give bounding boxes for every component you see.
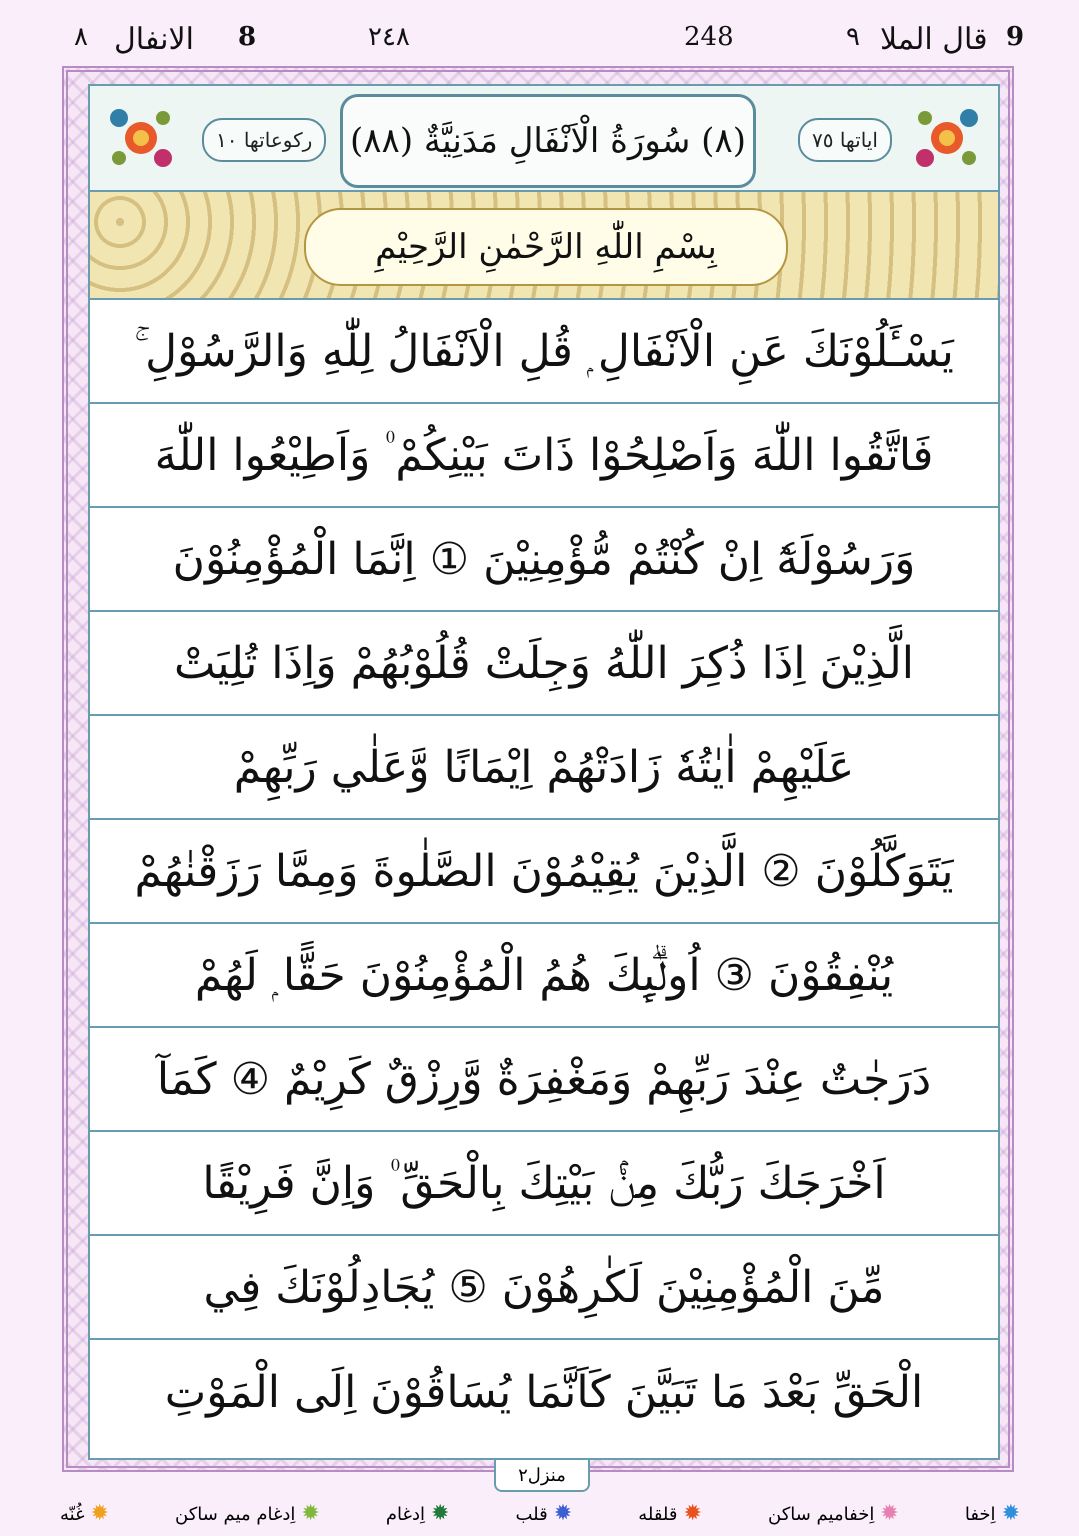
ayat-count: ایاتھا ٧٥	[798, 118, 892, 162]
surah-header	[90, 86, 998, 192]
star-icon: ✹	[683, 1501, 702, 1526]
surah-title: (٨) سُورَةُ الْاَنْفَالِ مَدَنِيَّةٌ (٨٨)	[340, 94, 756, 188]
juz-number-en: 9	[1006, 22, 1025, 52]
page-content	[88, 84, 1000, 1460]
page-number: 248	[684, 22, 734, 52]
verse-line-8: دَرَجٰتٌ عِنْدَ رَبِّهِمْ وَمَغْفِرَةٌ وَّرِزْقٌ كَرِيْمٌ ④ كَمَآ	[90, 1028, 998, 1132]
star-icon: ✹	[553, 1501, 573, 1526]
ruku-count: رکوعاتھا ١٠	[202, 118, 326, 162]
legend-label: اِخفامیم ساکن	[768, 1503, 875, 1525]
star-icon: ✹	[880, 1501, 899, 1526]
bismillah: بِسْمِ اللّٰهِ الرَّحْمٰنِ الرَّحِيْمِ	[304, 208, 788, 286]
verse-line-3: وَرَسُوْلَهٗٓ اِنْ كُنْتُمْ مُّؤْمِنِيْنَ ① اِنَّمَا الْمُؤْمِنُوْنَ	[90, 508, 998, 612]
surah-name: الانفال	[114, 22, 194, 57]
verse-line-2: فَاتَّقُوا اللّٰهَ وَاَصْلِحُوْا ذَاتَ بَيْنِكُمْ ۠ وَاَطِيْعُوا اللّٰهَ	[90, 404, 998, 508]
juz-number-right: ٩	[846, 22, 860, 52]
tajweed-legend	[60, 1498, 1020, 1530]
verse-line-1: يَسْـَٔلُوْنَكَ عَنِ الْاَنْفَالِ ۭ قُلِ الْاَنْفَالُ لِلّٰهِ وَالرَّسُوْلِ ۚ	[90, 300, 998, 404]
star-icon: ✹	[301, 1501, 320, 1526]
verse-line-6: يَتَوَكَّلُوْنَ ② الَّذِيْنَ يُقِيْمُوْنَ الصَّلٰوةَ وَمِمَّا رَزَقْنٰهُمْ	[90, 820, 998, 924]
manzil-label: منزل٢	[494, 1460, 590, 1492]
legend-label: اِدغام	[385, 1503, 425, 1525]
top-bar	[0, 22, 1079, 62]
legend-label: قلقله	[638, 1503, 678, 1525]
star-icon: ✹	[1001, 1501, 1020, 1526]
juz-number-left: ٨	[74, 22, 88, 52]
legend-label: اِدغام میم ساکن	[175, 1503, 296, 1525]
legend-label: اِخفا	[964, 1503, 996, 1525]
surah-number: 8	[238, 22, 257, 52]
star-icon: ✹	[90, 1501, 109, 1526]
legend-label: قلب	[515, 1503, 548, 1525]
verse-line-4: الَّذِيْنَ اِذَا ذُكِرَ اللّٰهُ وَجِلَتْ قُلُوْبُهُمْ وَاِذَا تُلِيَتْ	[90, 612, 998, 716]
legend-item-qalb	[515, 1503, 572, 1525]
star-icon: ✹	[430, 1501, 450, 1526]
page-number-arabic: ٢٤٨	[368, 22, 410, 52]
flower-ornament-left	[96, 96, 186, 180]
legend-item-idgham-meem	[175, 1503, 320, 1525]
legend-item-idgham	[386, 1503, 450, 1525]
legend-item-ikhfa-meem	[768, 1503, 899, 1525]
flower-ornament-right	[902, 96, 992, 180]
legend-label: غُنّه	[60, 1503, 85, 1525]
bismillah-band	[90, 192, 998, 300]
legend-item-ghunna	[60, 1503, 109, 1525]
verse-line-11: الْحَقِّ بَعْدَ مَا تَبَيَّنَ كَاَنَّمَا يُسَاقُوْنَ اِلَى الْمَوْتِ	[164, 1366, 924, 1418]
juz-name: قال الملا	[880, 22, 988, 57]
verse-line-9: اَخْرَجَكَ رَبُّكَ مِنْۢ بَيْتِكَ بِالْحَقِّ ۠ وَاِنَّ فَرِيْقًا	[90, 1132, 998, 1236]
legend-item-ikhfa	[965, 1503, 1020, 1525]
verse-line-10: مِّنَ الْمُؤْمِنِيْنَ لَكٰرِهُوْنَ ⑤ يُجَادِلُوْنَكَ فِي	[90, 1236, 998, 1340]
legend-item-qalqala	[638, 1503, 702, 1525]
verse-line-5: عَلَيْهِمْ اٰيٰتُهٗ زَادَتْهُمْ اِيْمَانًا وَّعَلٰي رَبِّهِمْ	[90, 716, 998, 820]
verse-line-7: يُنْفِقُوْنَ ③ اُولٰۗىِٕكَ هُمُ الْمُؤْمِنُوْنَ حَقًّا ۭ لَهُمْ	[90, 924, 998, 1028]
